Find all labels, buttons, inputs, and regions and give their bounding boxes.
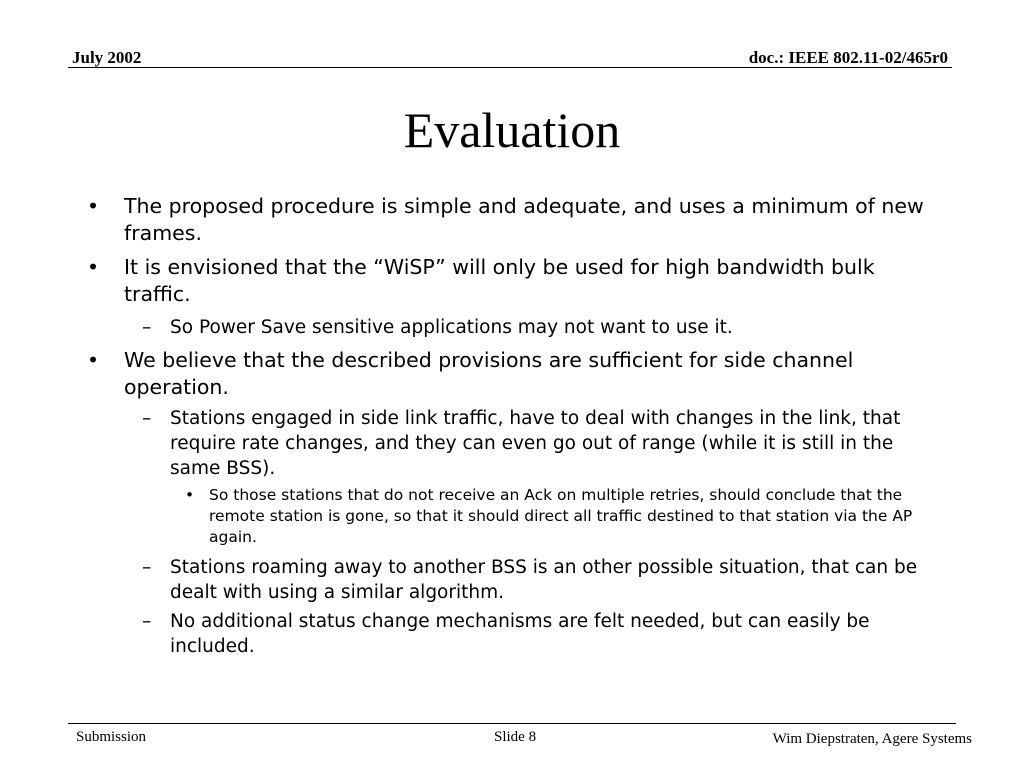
header-divider	[68, 67, 952, 68]
dash-marker: –	[142, 408, 152, 429]
dash-marker: –	[142, 611, 152, 632]
sub-bullet-item	[142, 555, 940, 605]
bullet-text: Stations engaged in side link traffic, have to deal with changes in the link, that require rate changes, and they can even go out of range (while it is still in the same BSS).	[170, 408, 901, 479]
bullet-item	[87, 254, 924, 308]
header-date: July 2002	[72, 48, 142, 67]
header-doc-id: doc.: IEEE 802.11-02/465r0	[748, 48, 948, 67]
bullet-text: So those stations that do not receive an Ack on multiple retries, should conclude that the remote station is gone, so that it should direct all traffic destined to that station via the AP again.	[209, 486, 913, 546]
slide-number: Slide 8	[494, 729, 537, 745]
sub-bullet-item	[142, 609, 940, 659]
footer-author: Wim Diepstraten, Agere Systems	[772, 731, 972, 747]
bullet-marker: •	[87, 255, 100, 279]
bullet-marker: •	[87, 194, 100, 218]
bullet-marker: •	[87, 348, 100, 372]
sub-bullet-item	[142, 406, 940, 481]
dash-marker: –	[142, 317, 152, 338]
bullet-marker: •	[185, 486, 195, 504]
bullet-text: No additional status change mechanisms are felt needed, but can easily be included.	[170, 611, 870, 657]
bullet-text: The proposed procedure is simple and adequate, and uses a minimum of new frames.	[124, 194, 924, 245]
bullet-text: We believe that the described provisions are sufficient for side channel operation.	[124, 348, 854, 399]
sub-sub-bullet-item	[185, 485, 929, 548]
slide-title: Evaluation	[403, 102, 621, 158]
bullet-item	[87, 193, 924, 247]
footer-divider	[68, 723, 956, 724]
sub-bullet-item	[142, 315, 940, 340]
bullet-text: Stations roaming away to another BSS is an other possible situation, that can be dealt with using a similar algorithm.	[170, 557, 918, 603]
bullet-text: It is envisioned that the “WiSP” will only be used for high bandwidth bulk traffic.	[124, 255, 875, 306]
dash-marker: –	[142, 557, 152, 578]
footer-submission: Submission	[76, 729, 147, 745]
bullet-text: So Power Save sensitive applications may not want to use it.	[170, 317, 733, 338]
bullet-item	[87, 347, 924, 401]
